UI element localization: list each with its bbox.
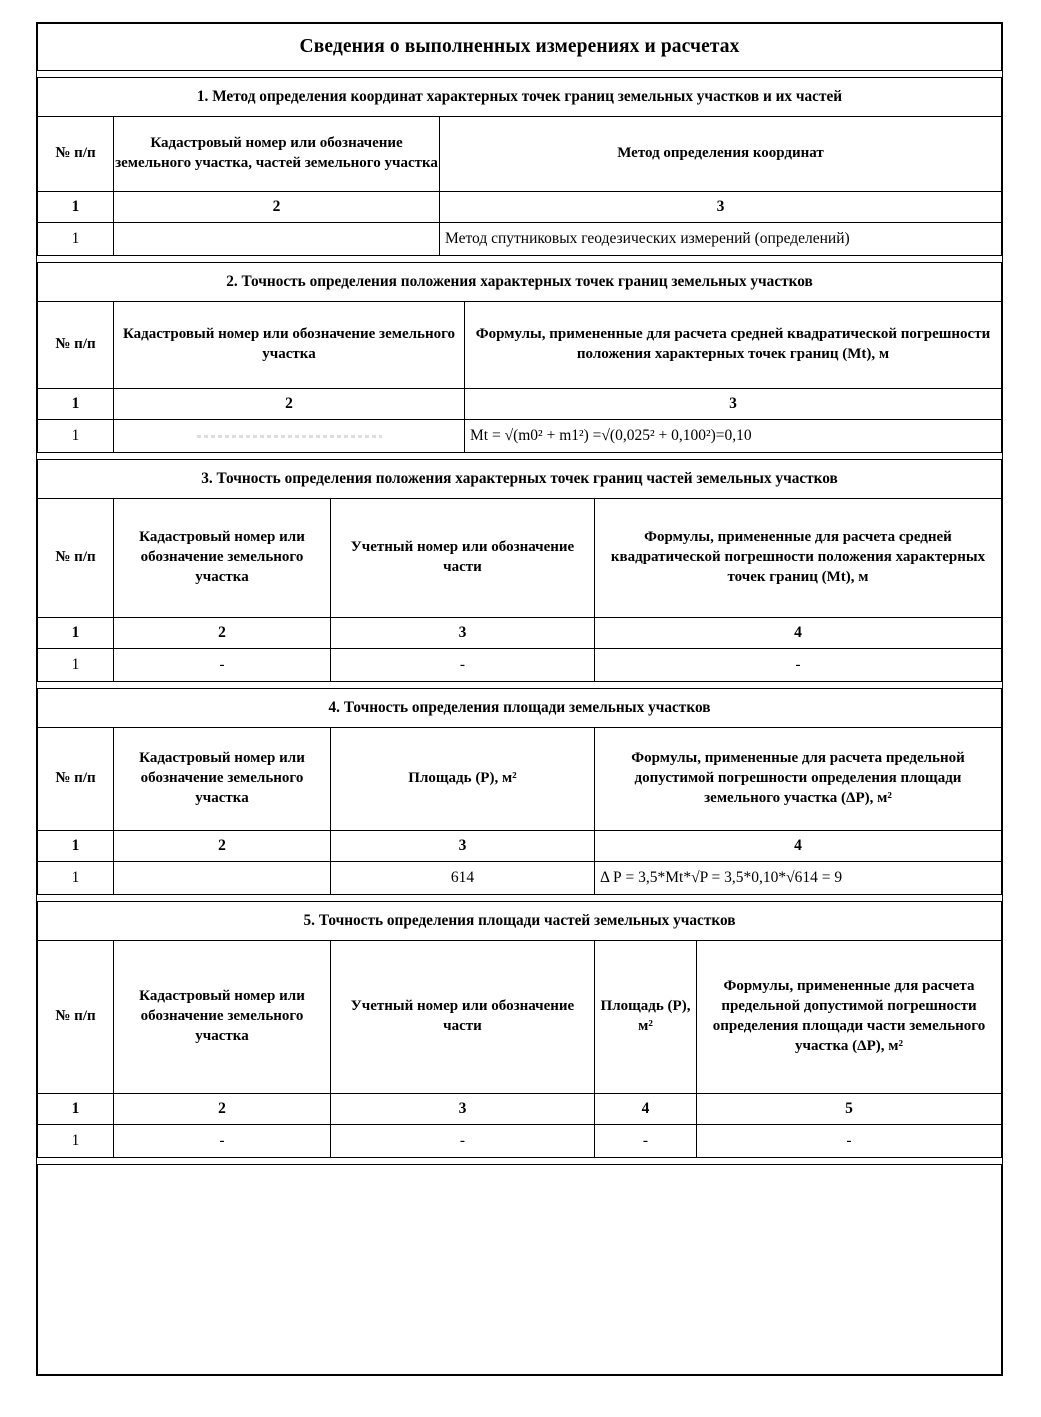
section-1-num-2: 3 (440, 192, 1002, 223)
section-5-num-1: 2 (114, 1094, 331, 1125)
section-1-header-1: Кадастровый номер или обозначение земельного участка, частей земельного участка (114, 117, 440, 192)
section-5-num-0: 1 (38, 1094, 114, 1125)
table-row (38, 649, 1002, 682)
section-2-cell-1 (114, 420, 465, 453)
section-3-cell-3: - (595, 649, 1002, 682)
section-2-num-0: 1 (38, 389, 114, 420)
section-4-numbering-row (38, 831, 1002, 862)
section-4-cell-2: 614 (331, 862, 595, 895)
section-1-heading: 1. Метод определения координат характерных точек границ земельных участков и их частей (38, 78, 1002, 117)
section-5-heading: 5. Точность определения площади частей земельных участков (38, 902, 1002, 941)
section-5-header-row (38, 941, 1002, 1094)
section-3-header-1: Кадастровый номер или обозначение земельного участка (114, 499, 331, 618)
section-2-cell-0: 1 (38, 420, 114, 453)
document-title-table (37, 23, 1002, 71)
section-3-heading: 3. Точность определения положения характерных точек границ частей земельных участков (38, 460, 1002, 499)
section-5-header-4: Формулы, примененные для расчета предельной допустимой погрешности определения площади части земельного участка (ΔР), м² (697, 941, 1002, 1094)
section-5-num-4: 5 (697, 1094, 1002, 1125)
section-1-cell-0: 1 (38, 223, 114, 256)
section-4-num-1: 2 (114, 831, 331, 862)
section-3-num-2: 3 (331, 618, 595, 649)
section-3-num-1: 2 (114, 618, 331, 649)
section-4-header-1: Кадастровый номер или обозначение земельного участка (114, 728, 331, 831)
section-2-numbering-row (38, 389, 1002, 420)
section-4-num-2: 3 (331, 831, 595, 862)
section-1-header-row (38, 117, 1002, 192)
table-row (38, 1125, 1002, 1158)
document-frame (36, 22, 1003, 1376)
section-2-cell-2: Mt = √(m0² + m1²) =√(0,025² + 0,100²)=0,10 (465, 420, 1002, 453)
section-1-num-0: 1 (38, 192, 114, 223)
section-2-table (37, 262, 1002, 453)
section-5-cell-3: - (595, 1125, 697, 1158)
section-1-cell-2: Метод спутниковых геодезических измерений (определений) (440, 223, 1002, 256)
section-2-header-1: Кадастровый номер или обозначение земельного участка (114, 302, 465, 389)
section-1-header-2: Метод определения координат (440, 117, 1002, 192)
section-5-num-3: 4 (595, 1094, 697, 1125)
section-2-heading: 2. Точность определения положения характерных точек границ земельных участков (38, 263, 1002, 302)
section-4-cell-1 (114, 862, 331, 895)
section-3-cell-0: 1 (38, 649, 114, 682)
section-5-header-1: Кадастровый номер или обозначение земельного участка (114, 941, 331, 1094)
section-2-header-0: № п/п (38, 302, 114, 389)
section-4-header-3: Формулы, примененные для расчета предельной допустимой погрешности определения площади земельного участка (ΔР), м² (595, 728, 1002, 831)
redacted-value (197, 435, 382, 438)
section-5-header-2: Учетный номер или обозначение части (331, 941, 595, 1094)
section-2-num-1: 2 (114, 389, 465, 420)
section-3-cell-1: - (114, 649, 331, 682)
section-1-cell-1 (114, 223, 440, 256)
section-3-header-0: № п/п (38, 499, 114, 618)
table-row (38, 420, 1002, 453)
section-3-table (37, 459, 1002, 682)
empty-content-area (37, 1164, 1002, 1375)
section-4-header-row (38, 728, 1002, 831)
section-5-num-2: 3 (331, 1094, 595, 1125)
table-row (38, 223, 1002, 256)
section-4-header-2: Площадь (Р), м² (331, 728, 595, 831)
section-4-cell-3: Δ Р = 3,5*Mt*√P = 3,5*0,10*√614 = 9 (595, 862, 1002, 895)
section-4-cell-0: 1 (38, 862, 114, 895)
section-2-num-2: 3 (465, 389, 1002, 420)
section-4-num-0: 1 (38, 831, 114, 862)
section-3-num-0: 1 (38, 618, 114, 649)
section-2-header-row (38, 302, 1002, 389)
section-3-header-3: Формулы, примененные для расчета средней квадратической погрешности положения характерных точек границ (Mt), м (595, 499, 1002, 618)
section-5-cell-0: 1 (38, 1125, 114, 1158)
section-3-numbering-row (38, 618, 1002, 649)
section-4-num-3: 4 (595, 831, 1002, 862)
section-1-num-1: 2 (114, 192, 440, 223)
section-5-header-3: Площадь (Р), м² (595, 941, 697, 1094)
page-title: Сведения о выполненных измерениях и расчетах (38, 24, 1002, 71)
section-5-cell-1: - (114, 1125, 331, 1158)
section-1-numbering-row (38, 192, 1002, 223)
section-3-header-row (38, 499, 1002, 618)
section-5-numbering-row (38, 1094, 1002, 1125)
section-1-table (37, 77, 1002, 256)
section-3-cell-2: - (331, 649, 595, 682)
section-4-header-0: № п/п (38, 728, 114, 831)
section-3-header-2: Учетный номер или обозначение части (331, 499, 595, 618)
section-2-header-2: Формулы, примененные для расчета средней квадратической погрешности положения характерных точек границ (Mt), м (465, 302, 1002, 389)
section-5-table (37, 901, 1002, 1158)
section-4-table (37, 688, 1002, 895)
section-3-num-3: 4 (595, 618, 1002, 649)
section-4-heading: 4. Точность определения площади земельных участков (38, 689, 1002, 728)
section-5-cell-2: - (331, 1125, 595, 1158)
table-row (38, 862, 1002, 895)
section-5-header-0: № п/п (38, 941, 114, 1094)
section-1-header-0: № п/п (38, 117, 114, 192)
section-5-cell-4: - (697, 1125, 1002, 1158)
